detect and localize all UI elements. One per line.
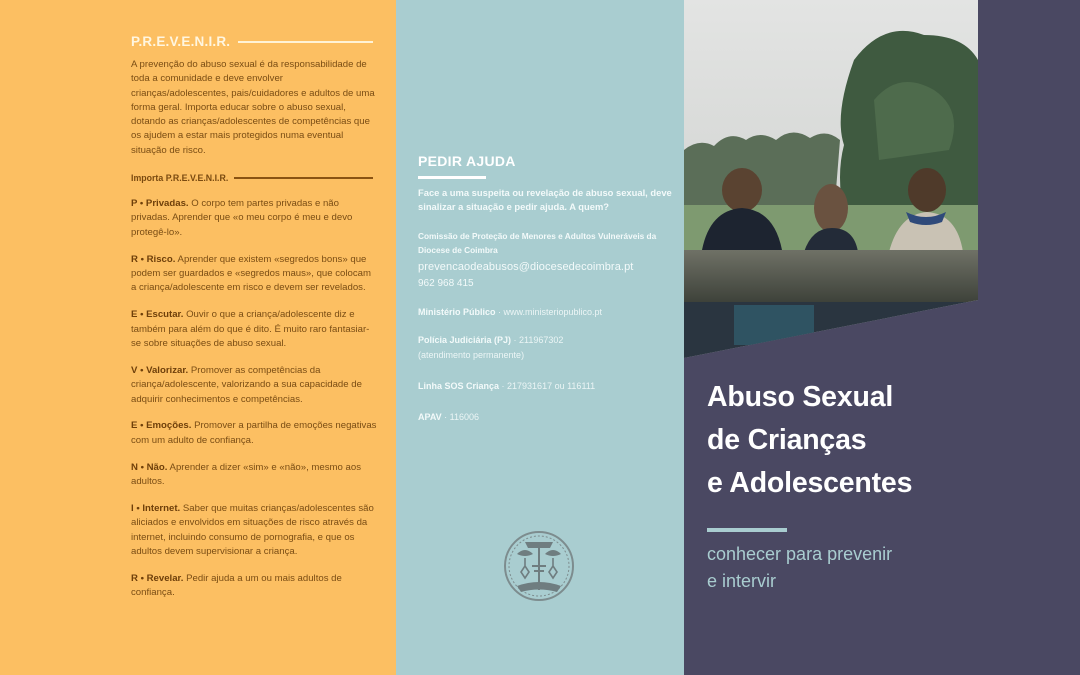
contact-ministerio-publico xyxy=(418,305,680,320)
item-term: N • Não. xyxy=(131,461,168,473)
contact-link[interactable]: · www.ministeriopublico.pt xyxy=(495,307,603,317)
cover-divider xyxy=(707,528,787,532)
commission-phone[interactable]: 962 968 415 xyxy=(418,278,474,289)
item-text: Aprender a dizer «sim» e «não», mesmo aos adultos. xyxy=(131,461,362,488)
pedir-ajuda-title: PEDIR AJUDA xyxy=(418,153,516,169)
item-text: Pedir ajuda a um ou mais adultos de confiança. xyxy=(131,572,342,599)
commission-name: Comissão de Proteção de Menores e Adultos Vulneráveis da Diocese de Coimbra xyxy=(418,231,657,255)
cover-subtitle-line: e intervir xyxy=(707,571,777,591)
prevenir-heading xyxy=(131,34,373,49)
list-item xyxy=(131,461,377,490)
contact-note: (atendimento permanente) xyxy=(418,349,525,360)
contact-phone[interactable]: · 211967302 xyxy=(511,335,564,345)
prevenir-title: P.R.E.V.E.N.I.R. xyxy=(131,34,231,49)
list-item xyxy=(131,364,377,407)
list-item xyxy=(131,253,377,296)
item-term: E • Escutar. xyxy=(131,309,184,321)
cover-title-line: e Adolescentes xyxy=(707,467,913,499)
contact-name: Polícia Judiciária (PJ) xyxy=(418,335,512,345)
pedir-ajuda-divider xyxy=(418,176,486,179)
list-item xyxy=(131,502,377,560)
pedir-ajuda-lead: Face a uma suspeita ou revelação de abuso sexual, deve sinalizar a situação e pedir ajuda. A quem? xyxy=(418,187,672,212)
prevenir-panel xyxy=(0,0,396,675)
cover-subtitle xyxy=(707,541,892,595)
item-text: Aprender que existem «segredos bons» que podem ser guardados e «segredos maus», que colocam a criança/adolescente em risco e devem ser revelados. xyxy=(131,253,371,294)
cover-subtitle-line: conhecer para prevenir xyxy=(707,544,893,564)
contact-name: Ministério Público xyxy=(418,307,496,317)
item-text: Promover a partilha de emoções negativas com um adulto de confiança. xyxy=(131,420,377,446)
cover-panel xyxy=(684,0,1080,675)
heading-divider xyxy=(238,41,373,43)
cover-photo xyxy=(684,0,978,360)
item-text: Saber que muitas crianças/adolescentes são aliciados e envolvidos em situações de risco através da internet, incluindo consumo de pornografia, e que os adultos devem supervisionar a criança. xyxy=(131,502,374,558)
contact-policia-judiciaria xyxy=(418,333,680,362)
item-term: R • Revelar. xyxy=(131,572,184,584)
item-text: Ouvir o que a criança/adolescente diz e também para além do que é dito. É muito raro fantasiar-se sobre situações de abuso sexual. xyxy=(131,309,370,350)
item-term: R • Risco. xyxy=(131,253,176,265)
cover-title xyxy=(707,376,912,505)
contact-name: APAV xyxy=(418,412,442,422)
list-item xyxy=(131,419,377,448)
item-text: Promover as competências da criança/adolescente, valorizando a sua capacidade de adquirir conhecimentos e competências. xyxy=(131,364,362,405)
prevenir-subheading xyxy=(131,173,373,183)
diocese-seal-icon xyxy=(503,530,575,602)
prevenir-intro: A prevenção do abuso sexual é da responsabilidade de toda a comunidade e deve envolver crianças/adolescentes, pais/cuidadores e adultos de uma forma geral. Importa educar sobre o abuso sexual, dotando as crianças/adolescentes de competências que os ajudem a estar mais protegidos numa eventual situação de risco. xyxy=(131,59,375,156)
contact-name: Linha SOS Criança xyxy=(418,381,500,391)
contact-linha-sos-crianca xyxy=(418,379,680,394)
item-term: V • Valorizar. xyxy=(131,364,189,376)
cover-title-line: de Crianças xyxy=(707,424,867,456)
contact-phone[interactable]: · 217931617 ou 116111 xyxy=(499,381,596,391)
subheading-divider xyxy=(234,177,373,179)
list-item xyxy=(131,308,377,351)
subheading-label: Importa P.R.E.V.E.N.I.R. xyxy=(131,173,229,183)
item-term: I • Internet. xyxy=(131,502,181,514)
list-item xyxy=(131,197,377,240)
cover-title-line: Abuso Sexual xyxy=(707,381,894,413)
item-term: P • Privadas. xyxy=(131,198,189,209)
item-text: O corpo tem partes privadas e não privadas. Aprender que «o meu corpo é meu e devo protegê-lo». xyxy=(131,198,353,238)
contact-phone[interactable]: · 116006 xyxy=(441,412,480,422)
contact-apav xyxy=(418,410,680,425)
prevenir-list xyxy=(131,197,377,601)
list-item xyxy=(131,572,377,601)
item-term: E • Emoções. xyxy=(131,420,192,432)
commission-email-link[interactable]: prevencaodeabusos@diocesedecoimbra.pt xyxy=(418,261,634,273)
